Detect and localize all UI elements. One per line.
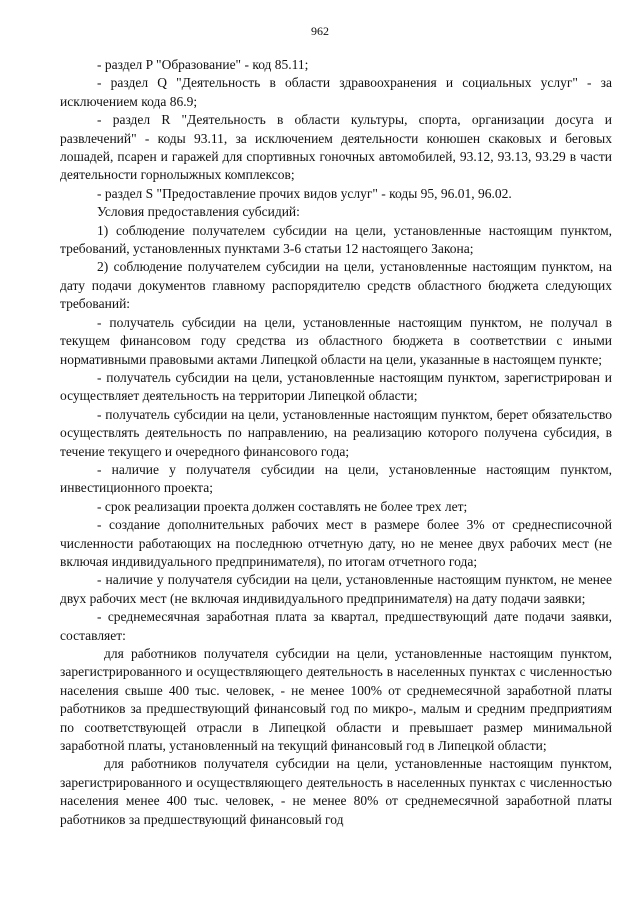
paragraph-requirement-registered: - получатель субсидии на цели, установленные настоящим пунктом, зарегистрирован и осуществляет деятельность на территории Липецкой области; — [60, 369, 612, 404]
paragraph-salary-under-400k: для работников получателя субсидии на цели, установленные настоящим пунктом, зарегистрированного и осуществляющего деятельность в населенных пунктах с численностью населения менее 400 тыс. человек, - не менее 80% от среднемесячной заработной платы работников за предшествующий финансовый год — [60, 756, 612, 827]
paragraph-section-r: - раздел R "Деятельность в области культуры, спорта, организации досуга и развлечений" - коды 93.11, за исключением деятельности конюшен скаковых и беговых лошадей, псарен и гаражей для спортивных гоночных автомобилей, 93.12, 93.13, 93.29 в части деятельности горнолыжных комплексов; — [60, 112, 612, 183]
page-number: 962 — [311, 24, 329, 38]
paragraph-requirement-obligation: - получатель субсидии на цели, установленные настоящим пунктом, берет обязательство осуществлять деятельность по направлению, на реализацию которого получена субсидия, в течение текущего и очередного финансового года; — [60, 406, 612, 459]
paragraph-requirement-project: - наличие у получателя субсидии на цели, установленные настоящим пунктом, инвестиционного проекта; — [60, 461, 612, 496]
paragraph-salary-over-400k: для работников получателя субсидии на цели, установленные настоящим пунктом, зарегистрированного и осуществляющего деятельность в населенных пунктах с численностью населения свыше 400 тыс. человек, - не менее 100% от среднемесячной заработной платы работников за предшествующий финансовый год по микро-, малым и средним предприятиям по соответствующей отрасли в Липецкой области и превышает размер минимальной заработной платы, установленный на текущий финансовый год в Липецкой области; — [60, 646, 612, 754]
paragraph-section-p: - раздел P "Образование" - код 85.11; — [97, 57, 309, 72]
paragraph-condition-1: 1) соблюдение получателем субсидии на цели, установленные настоящим пунктом, требований, установленных пунктами 3-6 статьи 12 настоящего Закона; — [60, 222, 612, 257]
paragraph-requirement-jobs-existing: - наличие у получателя субсидии на цели, установленные настоящим пунктом, не менее двух рабочих мест (не включая индивидуального предпринимателя) на дату подачи заявки; — [60, 572, 612, 606]
paragraph-requirement-no-funds: - получатель субсидии на цели, установленные настоящим пунктом, не получал в текущем финансовом году средства из областного бюджета в соответствии с иными нормативными правовыми актами Липецкой области на цели, указанные в настоящем пункте; — [60, 314, 612, 367]
paragraph-conditions-heading: Условия предоставления субсидий: — [97, 204, 300, 220]
document-body — [60, 56, 612, 829]
paragraph-section-q: - раздел Q "Деятельность в области здравоохранения и социальных услуг" - за исключением кода 86.9; — [60, 75, 612, 109]
paragraph-section-s: - раздел S "Предоставление прочих видов услуг" - коды 95, 96.01, 96.02. — [97, 185, 512, 201]
paragraph-requirement-jobs-created: - создание дополнительных рабочих мест в размере более 3% от среднесписочной численности работающих на последнюю отчетную дату, но не менее двух рабочих мест (не включая индивидуального предпринимателя), по итогам отчетного года; — [60, 517, 612, 569]
paragraph-condition-2: 2) соблюдение получателем субсидии на цели, установленные настоящим пунктом, на дату подачи документов главному распорядителю средств областного бюджета следующих требований: — [60, 259, 612, 312]
paragraph-requirement-term: - срок реализации проекта должен составлять не более трех лет; — [97, 498, 468, 514]
paragraph-requirement-salary: - среднемесячная заработная плата за квартал, предшествующий дате подачи заявки, составляет: — [60, 609, 612, 643]
